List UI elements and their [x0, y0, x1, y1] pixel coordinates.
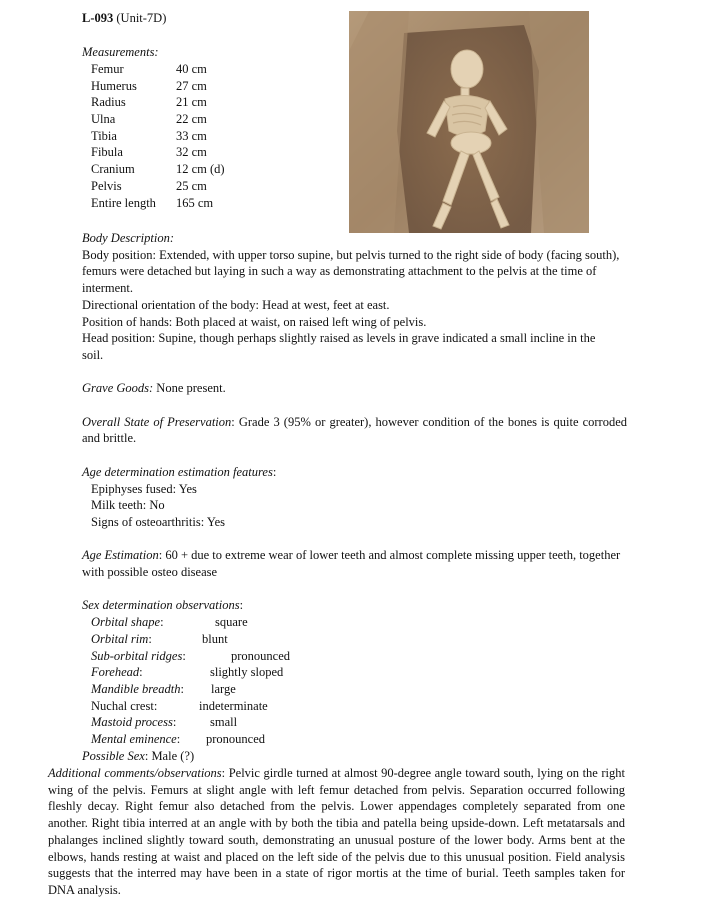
sex-observation-row	[82, 664, 627, 681]
hands-position: Position of hands: Both placed at waist, on raised left wing of pelvis.	[82, 314, 427, 329]
measurement-value: 21 cm	[176, 95, 207, 110]
measurement-name: Cranium	[91, 162, 135, 177]
sex-observation-value: indeterminate	[199, 698, 268, 713]
sex-observation-row	[82, 614, 627, 631]
sex-observation-label-text: Orbital shape	[91, 615, 161, 630]
measurement-name: Radius	[91, 95, 126, 110]
sex-observation-label	[91, 714, 210, 731]
age-estimation	[82, 547, 627, 580]
sex-observation-label-text: Orbital rim	[91, 631, 149, 646]
comments-label: Additional comments/observations	[48, 766, 222, 780]
sex-observation-value: large	[211, 681, 236, 696]
measurement-row	[91, 78, 225, 95]
measurement-name: Pelvis	[91, 178, 122, 193]
measurement-row	[91, 144, 225, 161]
body-description-heading: Body Description:	[82, 231, 174, 245]
burial-photo	[349, 11, 589, 233]
measurement-row	[91, 128, 225, 145]
sex-observation-label-text: Mental eminence	[91, 732, 177, 747]
sex-observation-row	[82, 648, 627, 665]
measurement-row	[91, 61, 225, 78]
body-position: Body position: Extended, with upper torso supine, but pelvis turned to the right side of body (facing south), femurs were detached but laying in such a way as demonstrating attachment to the pelvis at the time of interment.	[82, 247, 620, 296]
preservation-label: Overall State of Preservation	[82, 414, 232, 429]
measurement-row	[91, 195, 225, 212]
sex-observation-value: pronounced	[206, 732, 266, 747]
sex-observation-label	[91, 614, 215, 631]
measurement-value: 27 cm	[176, 78, 207, 93]
skeleton-photo-image	[349, 11, 589, 233]
age-feature-item: Signs of osteoarthritis: Yes	[91, 514, 226, 529]
sex-observation-label	[91, 731, 206, 748]
measurement-value: 40 cm	[176, 62, 207, 76]
additional-comments	[48, 765, 625, 899]
age-feature-item: Milk teeth: No	[91, 498, 165, 513]
sex-observation-value: slightly sloped	[210, 665, 284, 680]
sex-observation-row	[82, 631, 627, 648]
age-features-heading: Age determination estimation features:	[82, 464, 277, 479]
measurements-heading: Measurements:	[82, 45, 159, 59]
measurement-row	[91, 111, 225, 128]
measurements-list	[91, 61, 225, 211]
record-body	[82, 230, 627, 764]
sex-observation-colon: :	[172, 715, 177, 730]
sex-observation-label-text: Sub-orbital ridges	[91, 648, 183, 663]
sex-observation-row	[82, 714, 627, 731]
sex-observations-list	[82, 614, 627, 748]
sex-observation-label	[91, 631, 202, 648]
record-unit: (Unit-7D)	[116, 11, 167, 25]
sex-observation-label-text: Mandible breadth	[91, 681, 181, 696]
sex-observation-value: blunt	[202, 631, 228, 646]
measurement-value: 165 cm	[176, 195, 214, 210]
measurement-name: Ulna	[91, 112, 116, 127]
sex-observation-label	[91, 664, 210, 681]
sex-observation-colon: :	[153, 698, 158, 713]
sex-observation-colon: :	[139, 665, 143, 680]
comments-text: : Pelvic girdle turned at almost 90-degree angle toward south, lying on the right wing of the pelvis. Femurs at slight angle with left femur detached from pelvis. Separation occurred following fleshly decay. Right femur also detached from the pelvis. Lower appendages completely separated from one another. Right tibia interred at an angle with by both the tibia and patella being upside-down. Left metatarsals and phalanges inclined slightly toward south, demonstrating an unusual posture of the lower body. Arms bent at the elbows, hands resting at waist and placed on the left side of the pelvis due to this unusual position. Field analysis suggests that the interred may have been in a state of rigor mortis at the time of burial. Teeth samples taken for DNA analysis.	[48, 766, 625, 897]
measurement-name: Fibula	[91, 145, 123, 160]
sex-observation-label-text: Nuchal crest	[91, 698, 154, 713]
sex-observation-label	[91, 698, 199, 715]
grave-goods	[82, 380, 627, 397]
sex-observation-colon: :	[180, 681, 184, 696]
preservation-value: : Grade 3 (95% or greater), however condition of the bones is quite corroded and brittle.	[82, 414, 628, 446]
measurement-row	[91, 161, 225, 178]
sex-observation-colon: :	[182, 648, 186, 663]
possible-sex: Possible Sex: Male (?)	[82, 748, 195, 763]
grave-goods-value: None present.	[153, 381, 226, 396]
sex-observation-label-text: Mastoid process	[91, 715, 173, 730]
sex-observation-label	[91, 648, 231, 665]
sex-observation-colon: :	[176, 732, 181, 747]
record-code: L-093	[82, 11, 114, 25]
measurement-value: 25 cm	[176, 178, 207, 193]
sex-observation-value: square	[215, 615, 248, 630]
sex-observation-label-text: Forehead	[91, 665, 140, 680]
sex-observation-value: small	[210, 715, 238, 730]
measurement-name: Tibia	[91, 128, 117, 143]
measurement-row	[91, 178, 225, 195]
grave-goods-label: Grave Goods:	[82, 381, 154, 396]
record-title	[82, 10, 166, 27]
measurement-name: Entire length	[91, 195, 156, 210]
measurement-value: 22 cm	[176, 112, 207, 127]
age-feature-item: Epiphyses fused: Yes	[91, 481, 197, 496]
age-estimation-label: Age Estimation	[82, 548, 159, 563]
measurement-value: 12 cm (d)	[176, 162, 225, 177]
preservation	[82, 414, 627, 447]
age-features-list	[82, 481, 627, 531]
sex-observation-colon: :	[148, 631, 152, 646]
head-position: Head position: Supine, though perhaps slightly raised as levels in grave indicated a small incline in the soil.	[82, 331, 596, 362]
measurement-value: 33 cm	[176, 128, 207, 143]
sex-observation-value: pronounced	[231, 648, 291, 663]
sex-observation-row	[82, 731, 627, 748]
sex-observation-label	[91, 681, 211, 698]
age-estimation-value: : 60 + due to extreme wear of lower teeth and almost complete missing upper teeth, together with possible osteo disease	[82, 548, 621, 579]
sex-observation-row	[82, 698, 627, 715]
sex-observation-row	[82, 681, 627, 698]
body-orientation: Directional orientation of the body: Head at west, feet at east.	[82, 297, 390, 312]
sex-observations-heading: Sex determination observations:	[82, 598, 244, 613]
measurement-row	[91, 94, 225, 111]
measurement-value: 32 cm	[176, 145, 207, 160]
measurement-name: Humerus	[91, 78, 137, 93]
measurement-name: Femur	[91, 62, 124, 76]
sex-observation-colon: :	[160, 615, 164, 630]
